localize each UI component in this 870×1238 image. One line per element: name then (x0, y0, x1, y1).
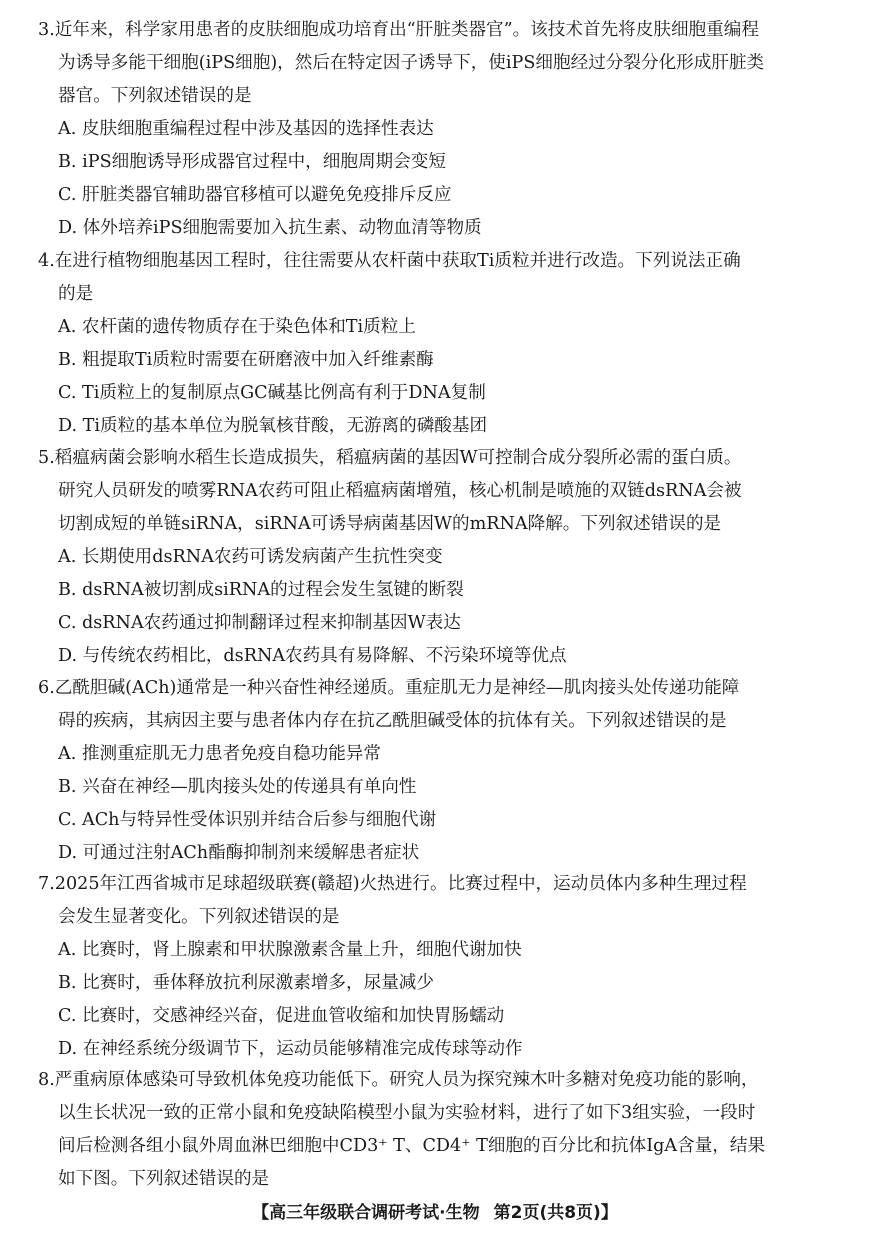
option-b: B. 比赛时，垂体释放抗利尿激素增多，尿量减少 (58, 973, 434, 993)
option-d: D. 体外培养iPS细胞需要加入抗生素、动物血清等物质 (58, 218, 482, 238)
question-stem-line: 7.2025年江西省城市足球超级联赛(赣超)火热进行。比赛过程中，运动员体内多种生理过程 (38, 874, 747, 894)
footer-page-number: 第2页(共8页)】 (493, 1203, 618, 1223)
page-footer (0, 1198, 870, 1228)
option-c: C. ACh与特异性受体识别并结合后参与细胞代谢 (58, 810, 437, 830)
option-b: B. dsRNA被切割成siRNA的过程会发生氢键的断裂 (58, 580, 464, 600)
question-5 (38, 442, 838, 673)
question-stem-line: 6.乙酰胆碱(ACh)通常是一种兴奋性神经递质。重症肌无力是神经—肌肉接头处传递功能障 (38, 678, 740, 698)
option-a: A. 农杆菌的遗传物质存在于染色体和Ti质粒上 (58, 317, 416, 337)
option-a: A. 皮肤细胞重编程过程中涉及基因的选择性表达 (58, 119, 434, 139)
question-stem-line: 研究人员研发的喷雾RNA农药可阻止稻瘟病菌增殖，核心机制是喷施的双链dsRNA会被 (58, 481, 742, 501)
option-d: D. 与传统农药相比，dsRNA农药具有易降解、不污染环境等优点 (58, 646, 567, 666)
option-b: B. 兴奋在神经—肌肉接头处的传递具有单向性 (58, 777, 417, 797)
question-stem-line: 8.严重病原体感染可导致机体免疫功能低下。研究人员为探究辣木叶多糖对免疫功能的影响， (38, 1070, 759, 1090)
option-c: C. 比赛时，交感神经兴奋，促进血管收缩和加快胃肠蠕动 (58, 1006, 505, 1026)
option-c: C. dsRNA农药通过抑制翻译过程来抑制基因W表达 (58, 613, 461, 633)
question-4 (38, 245, 838, 443)
question-stem-line: 4.在进行植物细胞基因工程时，往往需要从农杆菌中获取Ti质粒并进行改造。下列说法正确 (38, 251, 741, 271)
option-c: C. Ti质粒上的复制原点GC碱基比例高有利于DNA复制 (58, 383, 486, 403)
question-stem-line: 切割成短的单链siRNA，siRNA可诱导病菌基因W的mRNA降解。下列叙述错误的是 (58, 514, 722, 534)
option-a: A. 推测重症肌无力患者免疫自稳功能异常 (58, 744, 381, 764)
option-a: A. 比赛时，肾上腺素和甲状腺激素含量上升，细胞代谢加快 (58, 940, 522, 960)
option-d: D. 在神经系统分级调节下，运动员能够精准完成传球等动作 (58, 1039, 523, 1059)
question-stem-line: 为诱导多能干细胞(iPS细胞)，然后在特定因子诱导下，使iPS细胞经过分裂分化形成肝脏类 (58, 53, 765, 73)
question-stem-line: 5.稻瘟病菌会影响水稻生长造成损失，稻瘟病菌的基因W可控制合成分裂所必需的蛋白质。 (38, 448, 742, 468)
option-b: B. 粗提取Ti质粒时需要在研磨液中加入纤维素酶 (58, 350, 434, 370)
question-6 (38, 672, 838, 870)
option-d: D. 可通过注射ACh酯酶抑制剂来缓解患者症状 (58, 843, 420, 863)
footer-exam-title: 【高三年级联合调研考试·生物 (252, 1203, 480, 1223)
question-stem-line: 的是 (58, 284, 94, 304)
question-stem-line: 器官。下列叙述错误的是 (58, 86, 252, 106)
question-stem-line: 以生长状况一致的正常小鼠和免疫缺陷模型小鼠为实验材料，进行了如下3组实验，一段时 (58, 1103, 756, 1123)
option-a: A. 长期使用dsRNA农药可诱发病菌产生抗性突变 (58, 547, 443, 567)
question-stem-line: 3.近年来，科学家用患者的皮肤细胞成功培育出“肝脏类器官”。该技术首先将皮肤细胞重编程 (38, 20, 759, 40)
option-b: B. iPS细胞诱导形成器官过程中，细胞周期会变短 (58, 152, 446, 172)
question-8 (38, 1064, 838, 1196)
question-stem-line: 如下图。下列叙述错误的是 (58, 1169, 270, 1189)
question-3 (38, 14, 838, 245)
question-stem-line: 会发生显著变化。下列叙述错误的是 (58, 907, 340, 927)
option-c: C. 肝脏类器官辅助器官移植可以避免免疫排斥反应 (58, 185, 452, 205)
question-stem-line: 碍的疾病，其病因主要与患者体内存在抗乙酰胆碱受体的抗体有关。下列叙述错误的是 (58, 711, 727, 731)
option-d: D. Ti质粒的基本单位为脱氧核苷酸，无游离的磷酸基团 (58, 416, 488, 436)
question-stem-line: 间后检测各组小鼠外周血淋巴细胞中CD3⁺ T、CD4⁺ T细胞的百分比和抗体IgA含量，结果 (58, 1136, 766, 1156)
question-7 (38, 868, 838, 1066)
